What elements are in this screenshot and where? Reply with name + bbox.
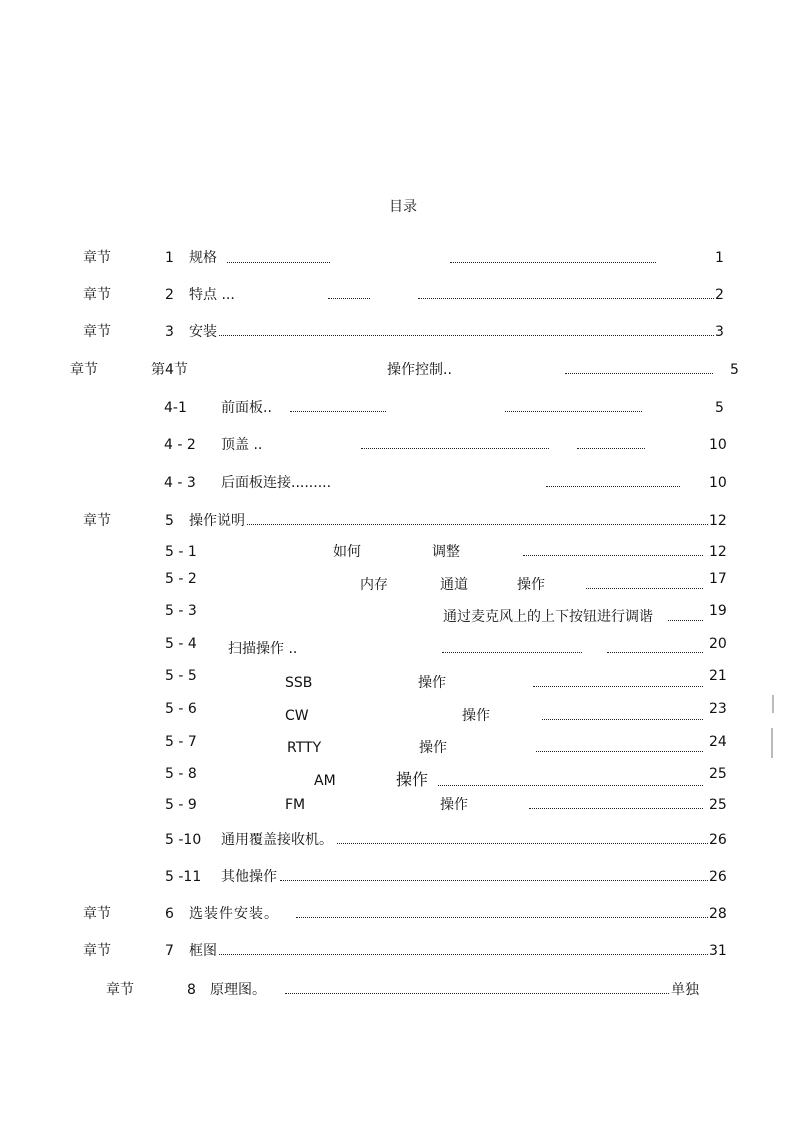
dot-leader (418, 292, 714, 299)
dot-leader (529, 802, 703, 809)
dot-leader (607, 646, 703, 653)
section-title-part: 操作 (419, 740, 447, 756)
section-title: 前面板.. (221, 400, 272, 416)
section-title-part: AM (314, 773, 336, 789)
chapter-label: 章节 (83, 324, 111, 340)
section-title-part: 通过麦克风上的上下按钮进行调谐 (443, 609, 653, 625)
chapter-title: 操作控制.. (387, 362, 452, 378)
section-number: 5 - 5 (165, 668, 197, 684)
chapter-number: 2 (165, 287, 174, 303)
dot-leader (442, 646, 582, 653)
page-number: 31 (709, 943, 727, 959)
chapter-title: 框图 (189, 943, 217, 959)
section-number: 5 -10 (165, 832, 202, 848)
page-number: 12 (709, 513, 727, 529)
page-number: 5 (715, 400, 724, 416)
section-number: 4 - 3 (164, 475, 196, 491)
chapter-number: 1 (165, 250, 174, 266)
page-number: 24 (709, 734, 727, 750)
page-number: 1 (715, 250, 724, 266)
chapter-title: 操作说明 (189, 513, 245, 529)
section-number: 5 -11 (165, 869, 202, 885)
section-title-part: 扫描操作 .. (228, 641, 298, 657)
dot-leader (546, 480, 680, 487)
page-number: 2 (715, 287, 724, 303)
chapter-title: 规格 (189, 250, 217, 266)
page-number: 19 (709, 603, 727, 619)
section-title-part: 操作 (440, 797, 468, 813)
dot-leader (668, 614, 703, 621)
page-number: 26 (709, 869, 727, 885)
chapter-number: 8 (187, 982, 196, 998)
chapter-title: 安装 (189, 324, 217, 340)
dot-leader (337, 837, 708, 844)
dot-leader (247, 518, 708, 525)
page-number: 28 (709, 906, 727, 922)
page-number: 26 (709, 832, 727, 848)
chapter-number: 7 (165, 943, 174, 959)
dot-leader (328, 292, 370, 299)
section-title-part: CW (285, 708, 309, 724)
section-title-part: 操作 (517, 577, 545, 593)
section-number: 5 - 2 (165, 571, 197, 587)
dot-leader (577, 442, 645, 449)
dot-leader (533, 680, 703, 687)
section-title-part: 操作 (396, 770, 429, 789)
chapter-title: 特点 ... (189, 287, 235, 303)
section-title-part: 其他操作 (221, 869, 277, 885)
section-title-part: 操作 (418, 675, 446, 691)
page-number: 12 (709, 544, 727, 560)
section-title-part: RTTY (287, 740, 322, 756)
chapter-title: 原理图。 (210, 982, 266, 998)
section-number: 5 - 9 (165, 797, 197, 813)
section-title-part: 内存 (360, 577, 388, 593)
scan-mark (772, 695, 774, 713)
dot-leader (505, 405, 642, 412)
section-title-part: SSB (285, 675, 313, 691)
dot-leader (565, 367, 713, 374)
page-number: 20 (709, 636, 727, 652)
section-number: 4-1 (164, 400, 187, 416)
section-number: 5 - 3 (165, 603, 197, 619)
dot-leader (361, 442, 549, 449)
page-number: 10 (709, 437, 727, 453)
section-title-part: 如何 (333, 544, 361, 560)
dot-leader (438, 779, 703, 786)
section-title: 后面板连接......... (221, 475, 332, 491)
chapter-number: 5 (165, 513, 174, 529)
dot-leader (290, 405, 386, 412)
dot-leader (280, 874, 708, 881)
section-number: 5 - 1 (165, 544, 197, 560)
toc-title: 目录 (389, 199, 417, 215)
scan-mark (771, 728, 773, 758)
dot-leader (523, 549, 703, 556)
dot-leader (296, 911, 708, 918)
section-title-part: 操作 (462, 708, 490, 724)
section-title: 顶盖 .. (221, 437, 263, 453)
section-title-part: 调整 (432, 544, 460, 560)
chapter-label: 章节 (106, 982, 134, 998)
chapter-number: 3 (165, 324, 174, 340)
page-number: 25 (709, 766, 727, 782)
chapter-number: 6 (165, 906, 174, 922)
page-number: 5 (730, 362, 739, 378)
dot-leader (586, 582, 703, 589)
page-number: 25 (709, 797, 727, 813)
page-number: 3 (715, 324, 724, 340)
section-number: 4 - 2 (164, 437, 196, 453)
section-number: 5 - 8 (165, 766, 197, 782)
section-number: 5 - 6 (165, 701, 197, 717)
section-title-part: FM (285, 797, 306, 813)
page-number: 10 (709, 475, 727, 491)
chapter-label: 章节 (83, 906, 111, 922)
page-number: 23 (709, 701, 727, 717)
chapter-label: 章节 (83, 513, 111, 529)
page-number: 21 (709, 668, 727, 684)
dot-leader (219, 948, 708, 955)
chapter-label: 章节 (83, 943, 111, 959)
chapter-title: 选装件安装。 (189, 906, 279, 922)
section-title-part: 通用覆盖接收机。 (221, 832, 333, 848)
chapter-label: 章节 (83, 287, 111, 303)
dot-leader (542, 713, 703, 720)
dot-leader (536, 745, 703, 752)
dot-leader (227, 256, 330, 263)
page-number: 17 (709, 571, 727, 587)
page-number: 单独 (671, 982, 699, 998)
dot-leader (450, 256, 656, 263)
chapter-number: 第4节 (151, 362, 188, 378)
section-number: 5 - 7 (165, 734, 197, 750)
chapter-label: 章节 (70, 362, 98, 378)
section-title-part: 通道 (440, 577, 468, 593)
dot-leader (285, 987, 669, 994)
chapter-label: 章节 (83, 250, 111, 266)
section-number: 5 - 4 (165, 636, 197, 652)
dot-leader (219, 329, 714, 336)
